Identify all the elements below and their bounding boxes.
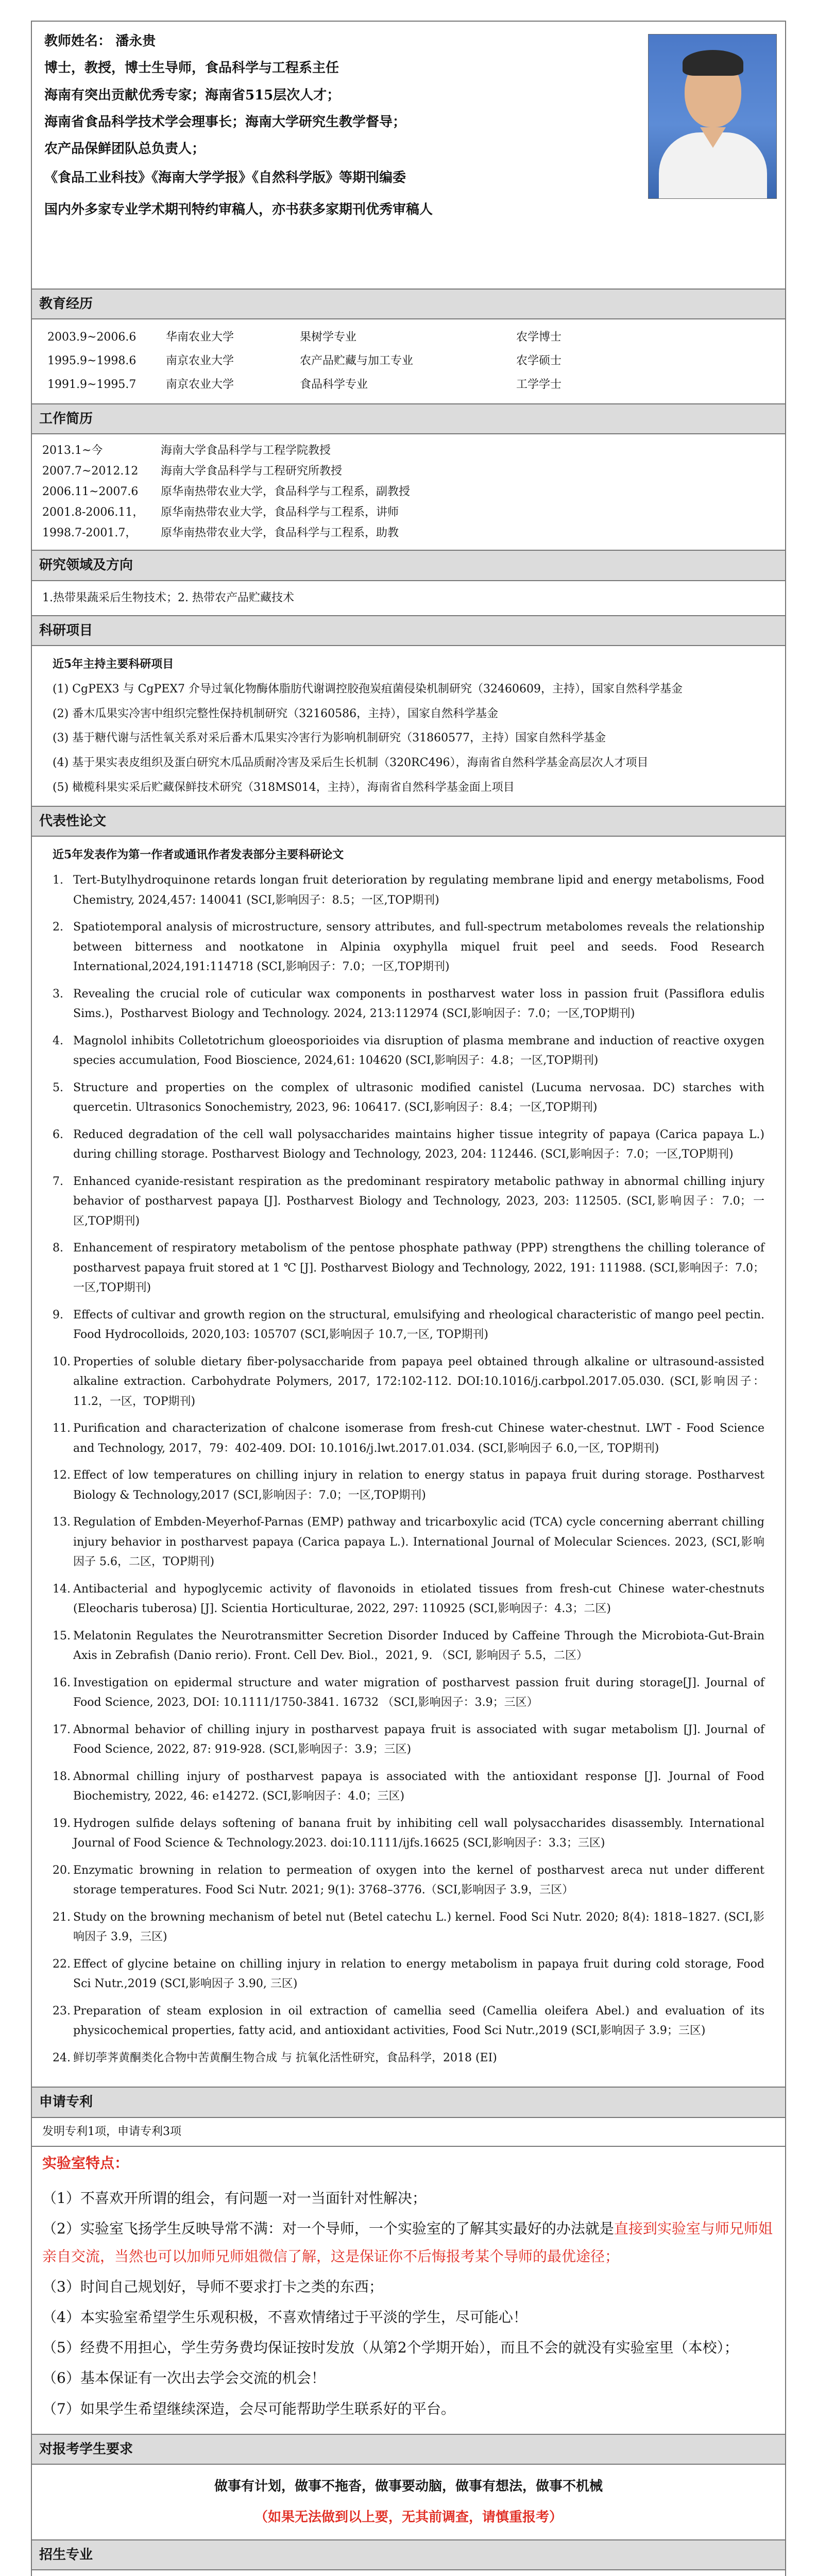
project-item: (3) 基于糖代谢与活性氧关系对采后番木瓜果实冷害行为影响机制研究（31860577，主持）国家自然科学基金 — [53, 732, 606, 745]
paper-number: 16. — [53, 1676, 71, 1689]
paper-item — [53, 1513, 764, 1572]
paper-citation: Magnolol inhibits Colletotrichum gloeosporioides via disruption of plasma membrane and induction of reactive oxygen species accumulation, Food Bioscience, 2024,61: 104620 (SCI,影响因子：4.8；一区,TOP期刊) — [73, 1034, 764, 1067]
paper-citation: Antibacterial and hypoglycemic activity of flavonoids in etiolated tissues from fresh-cut Chinese water-chestnuts (Eleocharis tuberosa) [J]. Scientia Horticulturae, 2022, 297: 110925 (SCI,影响因子：4.3；二区) — [73, 1582, 764, 1616]
paper-number: 21. — [53, 1910, 71, 1924]
paper-number: 18. — [53, 1770, 71, 1783]
paper-item — [53, 1466, 764, 1505]
bio-line-4: 农产品保鲜团队总负责人； — [44, 141, 206, 157]
research-text: 1.热带果蔬采后生物技术；2. 热带农产品贮藏技术 — [42, 591, 294, 604]
expect-header: 对报考学生要求 — [32, 2435, 785, 2465]
paper-number: 10. — [53, 1355, 71, 1368]
edu-degree: 工学学士 — [516, 378, 562, 392]
education-row — [42, 349, 775, 373]
lab-rule-7: （7）如果学生希望继续深造，会尽可能帮助学生联系好的平台。 — [42, 2400, 455, 2417]
paper-item — [53, 1720, 764, 1760]
paper-citation: Abnormal behavior of chilling injury in postharvest papaya fruit is associated with sugar metabolism [J]. Journal of Food Science, 2022, 87: 919-928. (SCI,影响因子：3.9；三区) — [73, 1723, 764, 1756]
paper-citation: Melatonin Regulates the Neurotransmitter Secretion Disorder Induced by Caffeine Through the Microbiota-Gut-Brain Axis in Zebrafish (Danio rerio). Front. Cell Dev. Biol.，2021, 9. （SCI, 影响因子 5.5，二区） — [73, 1629, 764, 1663]
work-period: 2007.7~2012.12 — [42, 464, 139, 478]
bio-line-6: 国内外多家专业学术期刊特约审稿人，亦书获多家期刊优秀审稿人 — [44, 201, 433, 217]
photo-hair-shape — [683, 50, 743, 76]
work-desc: 海南大学食品科学与工程研究所教授 — [161, 464, 343, 478]
paper-citation: Enhanced cyanide-resistant respiration as the predominant respiratory metabolic pathway in abnormal chilling injury behavior of postharvest papaya [J]. Postharvest Biology and Technology, 2023, 203: 112505. (SCI,影响因子：7.0；一区,TOP期刊) — [73, 1175, 764, 1228]
lab-rule-5: （5）经费不用担心，学生劳务费均保证按时发放（从第2个学期开始），而且不会的就没有实验室里（本校）； — [42, 2339, 739, 2357]
paper-item — [53, 1673, 764, 1713]
bio-section — [32, 22, 785, 290]
work-row — [42, 502, 775, 523]
paper-citation: Effect of glycine betaine on chilling injury in relation to energy metabolism in papaya fruit during cold storage, Food Sci Nutr.,2019 (SCI,影响因子 3.90, 三区) — [73, 1957, 764, 1991]
edu-period: 1995.9~1998.6 — [47, 354, 137, 368]
paper-citation: Tert-Butylhydroquinone retards longan fruit deterioration by regulating membrane lipid and energy metabolisms, Food Chemistry, 2024,457: 140041 (SCI,影响因子：8.5；一区,TOP期刊) — [73, 874, 764, 907]
paper-item — [53, 1306, 764, 1345]
paper-item — [53, 1031, 764, 1071]
lab-rule-2-text: （2）实验室飞扬学生反映导常不满：对一个导师，一个实验室的了解其实最好的办法就是 — [42, 2220, 614, 2238]
bio-line-1: 博士，教授，博士生导师，食品科学与工程系主任 — [44, 60, 339, 76]
bio-line-3: 海南省食品科学技术学会理事长；海南大学研究生教学督导； — [44, 114, 406, 130]
paper-item — [53, 1814, 764, 1854]
work-desc: 原华南热带农业大学，食品科学与工程系，助教 — [161, 527, 399, 540]
edu-school: 南京农业大学 — [166, 354, 234, 368]
paper-item — [53, 2002, 764, 2041]
work-desc: 海南大学食品科学与工程学院教授 — [161, 444, 331, 457]
edu-period: 2003.9~2006.6 — [47, 331, 137, 344]
lab-rule-3: （3）时间自己规划好，导师不要求打卡之类的东西； — [42, 2278, 383, 2295]
paper-number: 22. — [53, 1957, 71, 1971]
paper-number: 12. — [53, 1469, 71, 1482]
profile-frame — [31, 21, 786, 2576]
profile-photo — [648, 34, 777, 199]
papers-header: 代表性论文 — [32, 807, 785, 837]
expect-line: 做事有计划，做事不拖沓，做事要动脑，做事有想法，做事不机械 — [214, 2479, 603, 2495]
research-body — [32, 581, 785, 616]
projects-body — [32, 646, 785, 807]
enroll-header: 招生专业 — [32, 2540, 785, 2570]
education-row — [42, 373, 775, 397]
lab-rule-2-highlight: 直接到实验室与师兄师姐亲自交流，当然也可以加师兄师姐微信了解，这是保证你不后悔报考某个导师的最优途径； — [42, 2220, 773, 2265]
lab-rule-1: （1）不喜欢开所谓的组会，有问题一对一当面针对性解决； — [42, 2190, 427, 2207]
paper-item — [53, 1908, 764, 1947]
paper-number: 19. — [53, 1817, 71, 1830]
work-desc: 原华南热带农业大学，食品科学与工程系，讲师 — [161, 506, 399, 519]
patents-text: 发明专利1项，申请专利3项 — [42, 2125, 181, 2138]
paper-number: 14. — [53, 1582, 71, 1596]
paper-item — [53, 1352, 764, 1412]
paper-citation: Purification and characterization of chalcone isomerase from fresh-cut Chinese water-chestnut. LWT - Food Science and Technology, 2017，79：402-409. DOI: 10.1016/j.lwt.2017.01.034. (SCI,影响因子 6.0,一区, TOP期刊) — [73, 1422, 764, 1455]
paper-item — [53, 1861, 764, 1901]
work-row — [42, 440, 775, 461]
papers-subtitle: 近5年发表作为第一作者或通讯作者发表部分主要科研论文 — [53, 848, 344, 862]
name-label: 教师姓名： — [44, 33, 112, 49]
paper-number: 17. — [53, 1723, 71, 1736]
lab-rules-list — [32, 2179, 785, 2434]
paper-number: 3. — [53, 987, 63, 1001]
paper-item — [53, 1078, 764, 1118]
work-header: 工作简历 — [32, 404, 785, 434]
education-row — [42, 326, 775, 349]
paper-item — [53, 1125, 764, 1165]
lab-rule-2 — [42, 2215, 775, 2269]
paper-citation: Enzymatic browning in relation to permeation of oxygen into the kernel of postharvest areca nut under different storage temperatures. Food Sci Nutr. 2021; 9(1): 3768–3776.（SCI,影响因子 3.9，三区） — [73, 1863, 764, 1897]
paper-item — [53, 1955, 764, 1994]
paper-citation: Reduced degradation of the cell wall polysaccharides maintains higher tissue integrity of papaya (Carica papaya L.) during chilling storage. Postharvest Biology and Technology, 2023, 204: 112446. (SCI,影响因子：7.0；一区,TOP期刊) — [73, 1128, 764, 1161]
edu-major: 果树学专业 — [300, 331, 357, 344]
paper-number: 5. — [53, 1081, 63, 1094]
lab-rule-6: （6）基本保证有一次出去学会交流的机会！ — [42, 2369, 326, 2387]
paper-citation: Spatiotemporal analysis of microstructure, sensory attributes, and full-spectrum metabolomes reveals the relationship between bitterness and nootkatone in Alpinia oxyphylla miquel fruit peel and seeds. Food Research International,2024,191:114718 (SCI,影响因子：7.0；一区,TOP期刊) — [73, 921, 764, 974]
paper-citation: Preparation of steam explosion in oil extraction of camellia seed (Camellia oleifera Abel.) and evaluation of its physicochemical properties, fatty acid, and antioxidant activities, Food Sci Nutr.,2019 (SCI,影响因子 3.9；三区) — [73, 2004, 764, 2038]
paper-citation: Hydrogen sulfide delays softening of banana fruit by inhibiting cell wall polysaccharides disassembly. International Journal of Food Science & Technology.2023. doi:10.1111/ijfs.16625 (SCI,影响因子：3.3；三区) — [73, 1817, 764, 1850]
education-table — [42, 326, 775, 397]
paper-citation: Investigation on epidermal structure and water migration of postharvest passion fruit during storage[J]. Journal of Food Science, 2023, DOI: 10.1111/1750-3841. 16732 （SCI,影响因子：3.9；三区） — [73, 1676, 764, 1709]
paper-number: 4. — [53, 1034, 63, 1047]
paper-citation: Revealing the crucial role of cuticular wax components in postharvest water loss in passion fruit (Passiflora edulis Sims.)，Postharvest Biology and Technology. 2024, 213:112974 (SCI,影响因子：7.0；一区,TOP期刊) — [73, 987, 764, 1021]
paper-item — [53, 918, 764, 977]
paper-citation: 鲜切荸荠黄酮类化合物中苦黄酮生物合成 与 抗氧化活性研究，食品科学，2018 (EI) — [73, 2051, 497, 2064]
paper-item — [53, 2048, 764, 2069]
edu-degree: 农学硕士 — [516, 354, 562, 368]
work-desc: 原华南热带农业大学，食品科学与工程系，副教授 — [161, 485, 411, 499]
paper-citation: Abnormal chilling injury of postharvest papaya is associated with the antioxidant response [J]. Journal of Food Biochemistry, 2022, 46: e14272. (SCI,影响因子：4.0；三区) — [73, 1770, 764, 1803]
paper-citation: Structure and properties on the complex of ultrasonic modified canistel (Lucuma nervosaa. DC) starches with quercetin. Ultrasonics Sonochemistry, 2023, 96: 106417. (SCI,影响因子：8.4；一区,TOP期刊) — [73, 1081, 764, 1114]
patents-body — [32, 2118, 785, 2435]
project-item: (2) 番木瓜果实冷害中组织完整性保持机制研究（32160586，主持），国家自然科学基金 — [53, 707, 499, 720]
patents-header: 申请专利 — [32, 2088, 785, 2117]
lab-rule-4: （4）本实验室希望学生乐观积极，不喜欢情绪过于平淡的学生，尽可能心！ — [42, 2309, 527, 2326]
project-item: (1) CgPEX3 与 CgPEX7 介导过氧化物酶体脂肪代谢调控胶孢炭疽菌侵染机制研究（32460609，主持），国家自然科学基金 — [53, 683, 683, 696]
projects-subtitle: 近5年主持主要科研项目 — [53, 657, 174, 671]
work-period: 2006.11~2007.6 — [42, 485, 139, 499]
project-item: (5) 橄榄科果实采后贮藏保鲜技术研究（318MS014，主持），海南省自然科学基金面上项目 — [53, 781, 515, 794]
paper-citation: Regulation of Embden-Meyerhof-Parnas (EMP) pathway and tricarboxylic acid (TCA) cycle concerning aberrant chilling injury behavior in postharvest papaya (Carica papaya L.). International Journal of Molecular Sciences. 2023, (SCI,影响因子 5.6，二区，TOP期刊) — [73, 1516, 764, 1569]
edu-period: 1991.9~1995.7 — [47, 378, 137, 392]
edu-school: 华南农业大学 — [166, 331, 234, 344]
paper-item — [53, 1172, 764, 1232]
paper-number: 20. — [53, 1863, 71, 1877]
paper-number: 6. — [53, 1128, 63, 1141]
paper-number: 23. — [53, 2004, 71, 2018]
work-period: 2001.8-2006.11， — [42, 506, 144, 519]
paper-number: 15. — [53, 1629, 71, 1642]
paper-item — [53, 1580, 764, 1619]
edu-major: 农产品贮藏与加工专业 — [300, 354, 414, 368]
paper-number: 9. — [53, 1308, 63, 1321]
work-row — [42, 461, 775, 482]
paper-citation: Properties of soluble dietary fiber-polysaccharide from papaya peel obtained through alkaline or ultrasound-assisted alkaline extraction. Carbohydrate Polymers, 2017, 172:102-112. DOI:10.1016/j.carbpol.2017.05.030. (SCI,影响因子：11.2，一区，TOP期刊) — [73, 1355, 764, 1408]
paper-number: 11. — [53, 1422, 71, 1435]
paper-item — [53, 871, 764, 910]
paper-item — [53, 985, 764, 1024]
project-item: (4) 基于果实表皮组织及蛋白研究木瓜品质耐冷害及采后生长机制（320RC496），海南省自然科学基金高层次人才项目 — [53, 756, 649, 769]
expect-warning: （如果无法做到以上要，无其前调查，请慎重报考） — [254, 2510, 563, 2526]
paper-number: 2. — [53, 921, 63, 934]
paper-number: 24. — [53, 2051, 71, 2064]
teacher-name: 潘永贵 — [115, 33, 156, 49]
work-period: 1998.7-2001.7， — [42, 527, 137, 540]
paper-item — [53, 1767, 764, 1807]
bio-line-2: 海南有突出贡献优秀专家；海南省515层次人才； — [44, 87, 341, 103]
paper-item — [53, 1626, 764, 1666]
lab-rules-title: 实验室特点： — [42, 2154, 129, 2172]
education-body — [32, 319, 785, 404]
paper-number: 7. — [53, 1175, 63, 1188]
papers-body — [32, 837, 785, 2088]
paper-item — [53, 1239, 764, 1298]
paper-citation: Enhancement of respiratory metabolism of the pentose phosphate pathway (PPP) strengthens the chilling tolerance of postharvest papaya fruit stored at 1 ℃ [J]. Postharvest Biology and Technology, 2022, 191: 111988. (SCI,影响因子：7.0；一区,TOP期刊) — [73, 1242, 764, 1295]
education-header: 教育经历 — [32, 290, 785, 319]
expect-body — [32, 2465, 785, 2540]
paper-citation: Effects of cultivar and growth region on the structural, emulsifying and rheological characteristic of mango peel pectin. Food Hydrocolloids, 2020,103: 105707 (SCI,影响因子 10.7,一区, TOP期刊) — [73, 1308, 764, 1342]
papers-list — [42, 868, 775, 2080]
paper-number: 13. — [53, 1516, 71, 1529]
lab-rules-box — [32, 2146, 785, 2434]
paper-citation: Study on the browning mechanism of betel nut (Betel catechu L.) kernel. Food Sci Nutr. 2020; 8(4): 1818–1827. (SCI,影响因子 3.9，三区) — [73, 1910, 764, 1944]
projects-list — [42, 677, 775, 800]
work-period: 2013.1~今 — [42, 444, 103, 457]
edu-degree: 农学博士 — [516, 331, 562, 344]
research-header: 研究领域及方向 — [32, 551, 785, 581]
edu-major: 食品科学专业 — [300, 378, 368, 392]
paper-item — [53, 1419, 764, 1459]
work-row — [42, 482, 775, 502]
bio-text — [44, 31, 648, 280]
work-body — [32, 434, 785, 551]
projects-header: 科研项目 — [32, 616, 785, 646]
paper-number: 8. — [53, 1242, 63, 1255]
enroll-body — [32, 2570, 785, 2576]
bio-line-5: 《食品工业科技》《海南大学学报》《自然科学版》等期刊编委 — [44, 170, 406, 186]
edu-school: 南京农业大学 — [166, 378, 234, 392]
paper-number: 1. — [53, 874, 63, 887]
paper-citation: Effect of low temperatures on chilling injury in relation to energy status in papaya fruit during storage. Postharvest Biology & Technology,2017 (SCI,影响因子：7.0；一区,TOP期刊) — [73, 1469, 764, 1502]
work-row — [42, 523, 775, 544]
name-row — [44, 31, 638, 52]
